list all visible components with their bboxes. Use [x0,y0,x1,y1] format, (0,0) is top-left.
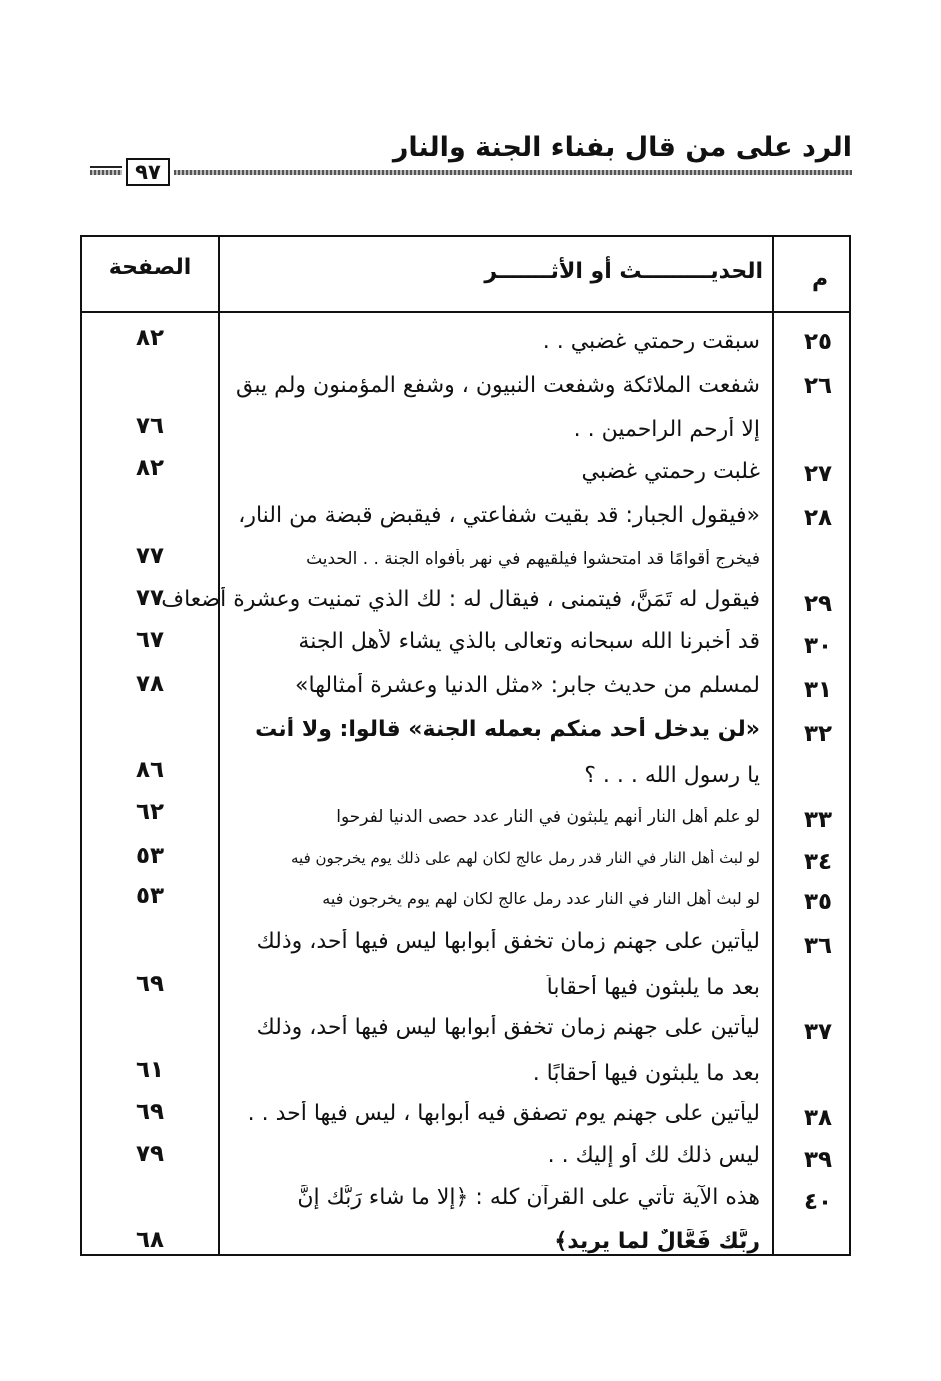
row-number: ٢٨ [803,505,833,531]
row-page: ٥٣ [135,883,165,909]
row-text-continued: يا رسول الله . . . ؟ [584,763,760,788]
row-number: ٢٩ [803,591,833,617]
row-number: ٤٠ [803,1189,833,1215]
column-header-page: الصفحة [108,255,192,280]
row-text-continued: بعد ما يلبثون فيها أحقابًا . [532,1061,760,1086]
row-page: ٧٨ [135,671,165,697]
row-number: ٢٧ [803,461,833,487]
book-title: الرد على من قال بفناء الجنة والنار [392,132,852,163]
column-divider-num [772,237,774,1254]
row-text: ليأتين على جهنم زمان تخفق أبوابها ليس فيها أحد، وذلك [256,1015,760,1040]
row-text: شفعت الملائكة وشفعت النبيون ، وشفع المؤمنون ولم يبق [235,373,760,398]
row-text-continued: ربَّك فَعَّالٌ لما يريد﴾ [554,1229,760,1254]
row-page: ٦١ [135,1057,165,1083]
row-text-continued: بعد ما يلبثون فيها أحقاباً [546,975,760,1000]
row-number: ٣٢ [803,721,833,747]
row-page: ٧٧ [135,585,165,611]
row-text: لو لبث أهل النار في النار قدر رمل عالج لكان لهم على ذلك يوم يخرجون فيه [291,849,760,867]
row-page: ٨٦ [135,757,165,783]
row-page: ٧٩ [135,1141,165,1167]
row-number: ٢٦ [803,373,833,399]
row-number: ٢٥ [803,329,833,355]
row-number: ٣٩ [803,1147,833,1173]
row-text: «فيقول الجبار: قد بقيت شفاعتي ، فيقبض قبضة من النار، [238,503,760,528]
header-rule-right [174,170,852,175]
row-number: ٣٥ [803,889,833,915]
row-text: ليأتين على جهنم زمان تخفق أبوابها ليس فيها أحد، وذلك [256,929,760,954]
row-page: ٦٩ [135,971,165,997]
row-text: غلبت رحمتي غضبي [581,459,760,484]
row-text: ليأتين على جهنم يوم تصفق فيه أبوابها ، ليس فيها أحد . . [247,1101,760,1126]
header-rule-left [90,170,122,175]
row-text: لو لبث أهل النار في النار عدد رمل عالج لكان لهم يوم يخرجون فيه [322,889,760,908]
row-page: ٧٦ [135,413,165,439]
row-text: فيقول له تَمَنَّ، فيتمنى ، فيقال له : لك الذي تمنيت وعشرة أضعاف [161,587,760,612]
row-page: ٧٧ [135,543,165,569]
row-number: ٣٦ [803,933,833,959]
row-text: لو علم أهل النار أنهم يلبثون في النار عدد حصى الدنيا لفرحوا [336,807,760,827]
row-text: لمسلم من حديث جابر: «مثل الدنيا وعشرة أمثالها» [295,673,760,698]
index-table [80,235,851,1256]
row-page: ٥٣ [135,843,165,869]
row-text-continued: فيخرج أقوامًا قد امتحشوا فيلقيهم في نهر بأفواه الجنة . . الحديث [306,549,760,569]
row-number: ٣١ [803,677,833,703]
row-number: ٣٨ [803,1105,833,1131]
header-divider [82,311,849,313]
row-page: ٨٢ [135,455,165,481]
running-header [90,128,852,188]
row-number: ٣٠ [803,633,833,659]
header-rule-accent [90,166,122,168]
row-page: ٦٢ [135,799,165,825]
row-text: ليس ذلك لك أو إليك . . [547,1143,760,1168]
row-number: ٣٣ [803,807,833,833]
row-page: ٦٧ [135,627,165,653]
row-number: ٣٤ [803,849,833,875]
row-page: ٦٩ [135,1099,165,1125]
column-header-text: الحديـــــــــث أو الأثـــــــر [484,259,763,284]
column-header-num: م [811,267,829,292]
row-text: «لن يدخل أحد منكم بعمله الجنة» قالوا: ولا أنت [255,717,760,742]
row-number: ٣٧ [803,1019,833,1045]
row-page: ٨٢ [135,325,165,351]
row-text-continued: إلا أرحم الراحمين . . [573,417,760,442]
row-page: ٦٨ [135,1227,165,1253]
row-text: هذه الآية تأتي على القرآن كله : ﴿إلا ما شاء رَبُّك إنَّ [297,1185,760,1210]
page-number: ٩٧ [126,158,170,186]
row-text: قد أخبرنا الله سبحانه وتعالى بالذي يشاء لأهل الجنة [298,629,760,654]
row-text: سبقت رحمتي غضبي . . [542,329,760,354]
